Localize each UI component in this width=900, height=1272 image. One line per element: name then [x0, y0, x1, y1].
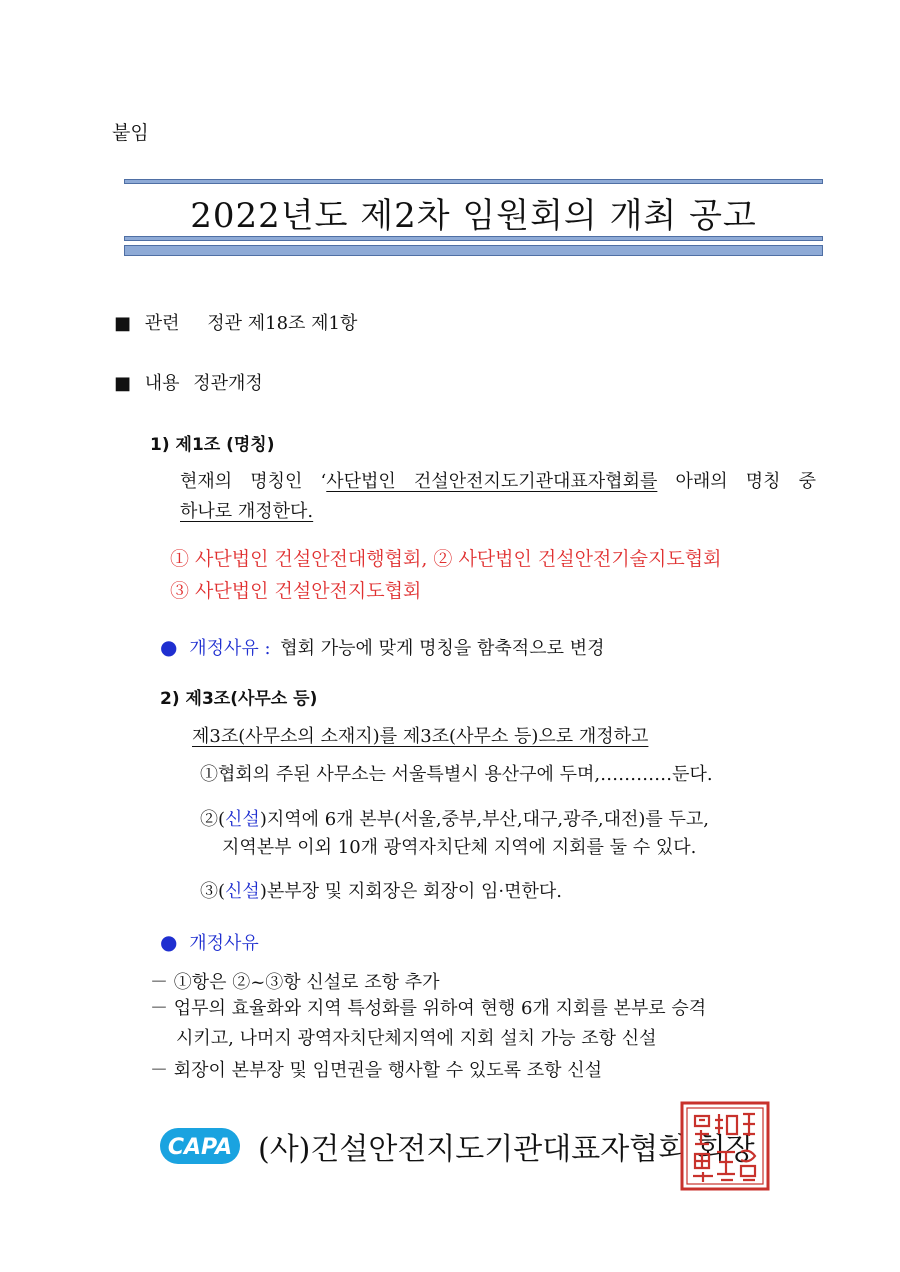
reason-text: 협회 가능에 맞게 명칭을 함축적으로 변경: [280, 638, 605, 659]
capa-logo-art: [160, 1128, 240, 1164]
title-rule-bottom: [124, 245, 823, 256]
related-line: [114, 309, 357, 335]
content-text: 정관개정: [193, 373, 263, 394]
square-bullet-icon: ■: [114, 313, 132, 334]
official-seal: [679, 1100, 771, 1192]
capa-logo: [160, 1126, 240, 1166]
reason-label: 개정사유: [189, 933, 259, 954]
current-name: 사단법인 건설안전지도기관대표자협회를: [326, 471, 658, 492]
document-title: 2022년도 제2차 임원회의 개최 공고: [190, 196, 757, 236]
square-bullet-icon: ■: [114, 373, 132, 394]
reason-label: 개정사유 :: [189, 638, 271, 659]
name-options-line1: ① 사단법인 건설안전대행협회, ② 사단법인 건설안전기술지도협회: [170, 548, 722, 570]
related-label: 관련: [144, 313, 180, 334]
article3-reason: [160, 929, 259, 955]
reason-item: － 업무의 효율화와 지역 특성화를 위하여 현행 6개 지회를 본부로 승격: [150, 998, 707, 1019]
title-rule-top: [124, 179, 823, 184]
title-rule-mid: [124, 236, 823, 241]
circle-bullet-icon: ●: [160, 930, 178, 954]
article3-item1: ①협회의 주된 사무소는 서울특별시 용산구에 두며,…………둔다.: [200, 764, 713, 785]
circle-bullet-icon: ●: [160, 635, 178, 659]
article3-heading: 2) 제3조(사무소 등): [160, 689, 318, 709]
article3-intro: 제3조(사무소의 소재지)를 제3조(사무소 등)으로 개정하고: [192, 726, 649, 747]
official-seal-art: [682, 1103, 768, 1189]
content-label: 내용: [144, 373, 180, 394]
related-text: 정관 제18조 제1항: [207, 313, 358, 334]
article1-body-line2: 하나로 개정한다.: [180, 501, 314, 522]
article3-item2-line2: 지역본부 이외 10개 광역자치단체 지역에 지회를 둘 수 있다.: [222, 837, 697, 858]
article3-item2: ②(신설)지역에 6개 본부(서울,중부,부산,대구,광주,대전)를 두고,: [200, 809, 709, 830]
content-line: [114, 369, 263, 395]
article1-body-line1: 현재의 명칭인 ‘사단법인 건설안전지도기관대표자협회를 아래의 명칭 중: [180, 471, 816, 492]
new-tag: 신설: [225, 809, 260, 830]
reason-item: － ①항은 ②~③항 신설로 조항 추가: [150, 972, 440, 993]
capa-logo-text: CAPA: [167, 1135, 233, 1160]
organization-signature: (사)건설안전지도기관대표자협회 회장: [258, 1132, 755, 1167]
reason-item: － 회장이 본부장 및 임면권을 행사할 수 있도록 조항 신설: [150, 1060, 603, 1081]
article1-body: [180, 467, 816, 493]
reason-item: 시키고, 나머지 광역자치단체지역에 지회 설치 가능 조항 신설: [176, 1028, 657, 1049]
article1-reason: [160, 634, 604, 660]
article3-item3: ③(신설)본부장 및 지회장은 회장이 임·면한다.: [200, 881, 562, 902]
attachment-label: 붙임: [112, 122, 149, 144]
new-tag: 신설: [225, 881, 260, 902]
article1-heading: 1) 제1조 (명칭): [150, 435, 275, 455]
name-options-line2: ③ 사단법인 건설안전지도협회: [170, 580, 422, 602]
